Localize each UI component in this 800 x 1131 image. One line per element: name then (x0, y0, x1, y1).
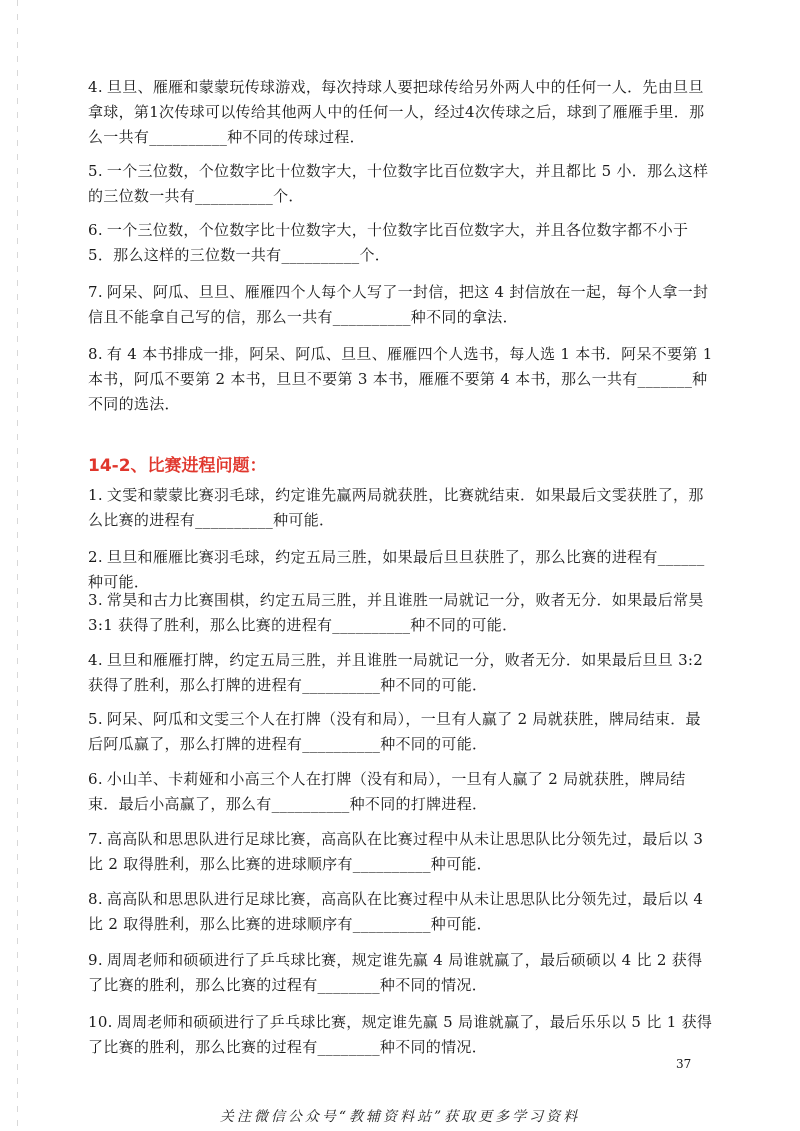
question-text: 高高队和思思队进行足球比赛，高高队在比赛过程中从未让思思队比分领先过，最后以 3 比 2 取得胜利，那么比赛的进球顺序有__________种可能． (88, 830, 704, 873)
question-text: 旦旦和雁雁打牌，约定五局三胜，并且谁胜一局就记一分，败者无分．如果最后旦旦 3:2 获得了胜利，那么打牌的进程有__________种不同的可能． (88, 651, 704, 694)
question-number: 7. (88, 830, 103, 848)
question-text: 有 4 本书排成一排，阿呆、阿瓜、旦旦、雁雁四个人选书，每人选 1 本书．阿呆不要第 1 本书，阿瓜不要第 2 本书，旦旦不要第 3 本书，雁雁不要第 4 本书，那么一共有_______种不同的选法． (88, 345, 713, 413)
question-number: 10. (88, 1013, 113, 1031)
question-7 (88, 280, 713, 330)
question-text: 小山羊、卡莉娅和小高三个人在打牌（没有和局），一旦有人赢了 2 局就获胜，牌局结束．最后小高赢了，那么有__________种不同的打牌进程． (88, 770, 686, 813)
race-question-8 (88, 887, 713, 937)
question-text: 文雯和蒙蒙比赛羽毛球，约定谁先赢两局就获胜，比赛就结束．如果最后文雯获胜了，那么比赛的进程有__________种可能． (88, 486, 704, 529)
footer-watermark: 关注微信公众号“教辅资料站”获取更多学习资料 (219, 1109, 581, 1125)
question-text: 旦旦和雁雁比赛羽毛球，约定五局三胜，如果最后旦旦获胜了，那么比赛的进程有______种可能． (88, 548, 705, 591)
question-6 (88, 218, 713, 268)
race-question-6 (88, 767, 713, 817)
question-4 (88, 75, 713, 150)
question-text: 周周老师和硕硕进行了乒乓球比赛，规定谁先赢 5 局谁就赢了，最后乐乐以 5 比 1 获得了比赛的胜利，那么比赛的过程有________种不同的情况． (88, 1013, 713, 1056)
race-question-10 (88, 1010, 713, 1060)
question-number: 6. (88, 221, 103, 239)
question-text: 阿呆、阿瓜、旦旦、雁雁四个人每个人写了一封信，把这 4 封信放在一起，每个人拿一封信且不能拿自己写的信，那么一共有__________种不同的拿法． (88, 283, 709, 326)
question-number: 4. (88, 78, 103, 96)
question-number: 3. (88, 591, 103, 609)
race-question-9 (88, 948, 713, 998)
question-text: 旦旦、雁雁和蒙蒙玩传球游戏，每次持球人要把球传给另外两人中的任何一人．先由旦旦拿球，第1次传球可以传给其他两人中的任何一人，经过4次传球之后，球到了雁雁手里．那么一共有__________种不同的传球过程． (88, 78, 705, 146)
question-8 (88, 342, 713, 417)
race-question-1 (88, 483, 713, 533)
question-number: 6. (88, 770, 103, 788)
question-number: 1. (88, 486, 103, 504)
question-number: 8. (88, 890, 103, 908)
question-number: 5. (88, 162, 103, 180)
question-number: 8. (88, 345, 103, 363)
question-number: 7. (88, 283, 103, 301)
question-number: 9. (88, 951, 103, 969)
section-title: 14-2、比赛进程问题： (88, 456, 267, 476)
race-question-3 (88, 588, 713, 638)
question-text: 常昊和古力比赛围棋，约定五局三胜，并且谁胜一局就记一分，败者无分．如果最后常昊 3:1 获得了胜利，那么比赛的进程有__________种不同的可能． (88, 591, 704, 634)
question-number: 2. (88, 548, 103, 566)
question-number: 4. (88, 651, 103, 669)
question-text: 阿呆、阿瓜和文雯三个人在打牌（没有和局），一旦有人赢了 2 局就获胜，牌局结束．最后阿瓜赢了，那么打牌的进程有__________种不同的可能． (88, 710, 701, 753)
binding-margin-line (17, 0, 18, 1131)
question-text: 一个三位数，个位数字比十位数字大，十位数字比百位数字大，并且都比 5 小．那么这样的三位数一共有__________个． (88, 162, 709, 205)
question-text: 一个三位数，个位数字比十位数字大，十位数字比百位数字大，并且各位数字都不小于 5．那么这样的三位数一共有__________个． (88, 221, 689, 264)
race-question-5 (88, 707, 713, 757)
question-text: 高高队和思思队进行足球比赛，高高队在比赛过程中从未让思思队比分领先过，最后以 4 比 2 取得胜利，那么比赛的进球顺序有__________种可能． (88, 890, 704, 933)
question-5 (88, 159, 713, 209)
page-number: 37 (676, 1057, 692, 1071)
question-number: 5. (88, 710, 103, 728)
race-question-4 (88, 648, 713, 698)
question-text: 周周老师和硕硕进行了乒乓球比赛，规定谁先赢 4 局谁就赢了，最后硕硕以 4 比 2 获得了比赛的胜利，那么比赛的过程有________种不同的情况． (88, 951, 703, 994)
race-question-7 (88, 827, 713, 877)
